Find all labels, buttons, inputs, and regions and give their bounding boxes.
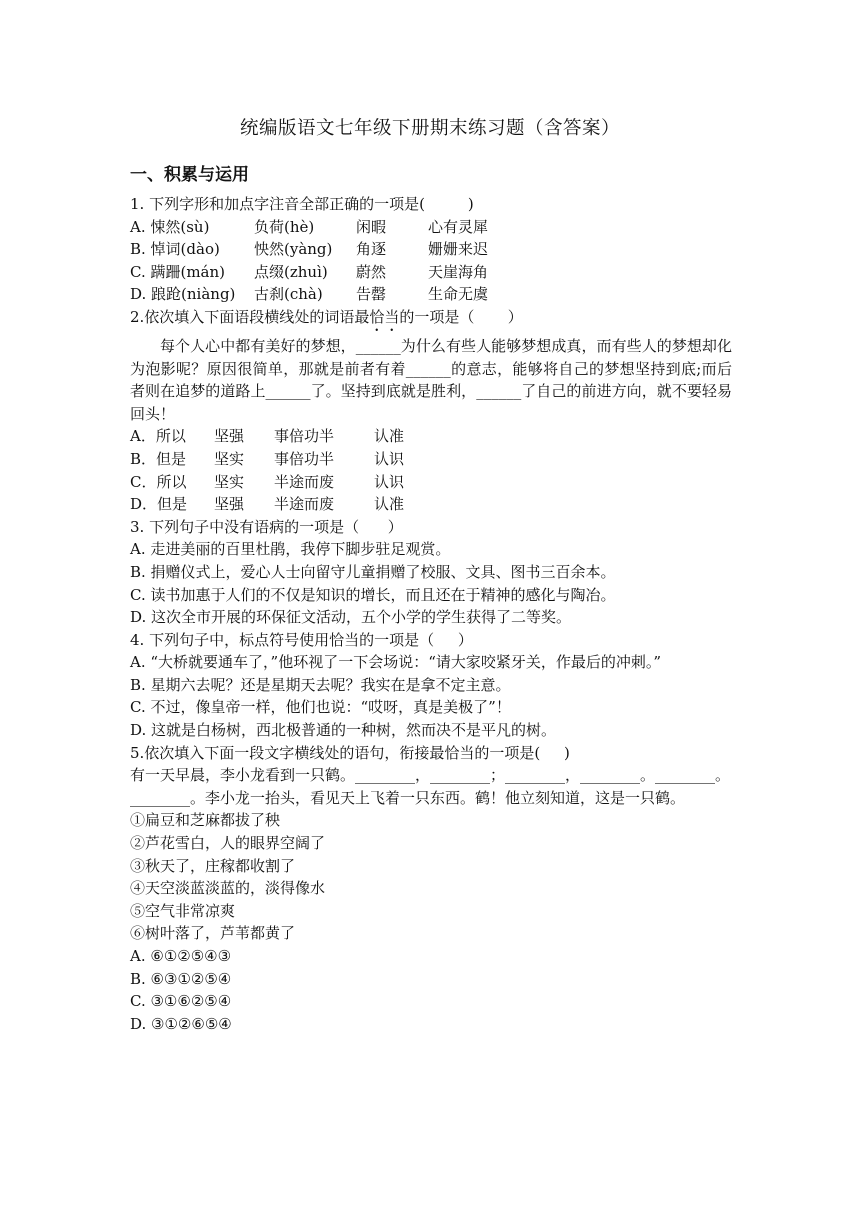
question-3-option-b: B. 捐赠仪式上，爱心人士向留守儿童捐赠了校服、文具、图书三百余本。 [130, 562, 616, 581]
option-cell: 闲暇 [356, 217, 387, 236]
question-3-option-a: A. 走进美丽的百里杜鹃，我停下脚步驻足观赏。 [130, 540, 451, 559]
question-3-option-d: D. 这次全市开展的环保征文活动，五个小学的学生获得了二等奖。 [130, 608, 572, 627]
option-cell: 半途而废 [274, 472, 335, 491]
sentence-4: ④天空淡蓝淡蓝的，淡得像水 [130, 879, 326, 898]
option-cell: 怏然(yàng) [254, 240, 333, 259]
question-1-option-c [130, 261, 732, 284]
question-5-option-d: D. ③①②⑥⑤④ [130, 1014, 232, 1033]
question-1-option-b [130, 238, 732, 261]
option-cell: 心有灵犀 [428, 217, 489, 236]
document-title: 统编版语文七年级下册期末练习题（含答案） [239, 118, 620, 139]
option-cell: 事倍功半 [274, 449, 335, 468]
option-cell: 点缀(zhuì) [254, 262, 328, 281]
option-cell: D．但是 [130, 495, 188, 514]
option-cell: 坚强 [214, 427, 245, 446]
option-cell: 坚强 [214, 495, 245, 514]
question-5-stem: 5.依次填入下面一段文字横线处的语句，衔接最恰当的一项是( ) [130, 743, 570, 762]
option-cell: A. 悚然(sù) [130, 217, 210, 236]
sentence-3: ③秋天了，庄稼都收割了 [130, 856, 296, 875]
question-2-option-d [130, 493, 732, 516]
option-cell: C．所以 [130, 472, 187, 491]
option-cell: 天崖海角 [428, 262, 489, 281]
option-cell: 半途而废 [274, 495, 335, 514]
question-1-stem: 1. 下列字形和加点字注音全部正确的一项是( ) [130, 195, 474, 213]
option-cell: 蔚然 [356, 262, 387, 281]
question-3-option-c: C. 读书加惠于人们的不仅是知识的增长，而且还在于精神的感化与陶冶。 [130, 585, 616, 604]
question-4-option-a: A. “大桥就要通车了，”他环视了一下会场说：“请大家咬紧牙关，作最后的冲刺。” [130, 653, 662, 672]
option-cell: 古刹(chà) [254, 285, 323, 304]
question-5-option-c: C. ③①⑥②⑤④ [130, 992, 232, 1011]
question-2-passage: 每个人心中都有美好的梦想，______为什么有些人能够梦想成真，而有些人的梦想却化为泡影呢？原因很简单，那就是前者有着______的意志，能够将自己的梦想坚持到底;而后者则在追梦的道路上______了。坚持到底就是胜利，______了自己的前进方向，就不要轻易回头！ [130, 336, 732, 423]
question-4-option-d: D. 这就是白杨树，西北极普通的一种树，然而决不是平凡的树。 [130, 721, 557, 740]
question-2-option-a [130, 425, 732, 448]
section-heading: 一、积累与运用 [130, 165, 249, 185]
option-cell: 告罄 [356, 285, 387, 304]
option-cell: D. 踉跄(niàng) [130, 285, 236, 304]
option-cell: 生命无虞 [428, 285, 489, 304]
option-cell: B．但是 [130, 449, 187, 468]
question-4-option-b: B. 星期六去呢？还是星期天去呢？我实在是拿不定主意。 [130, 675, 511, 694]
question-5-option-a: A. ⑥①②⑤④③ [130, 947, 232, 965]
question-content [130, 193, 732, 1035]
option-cell: 负荷(hè) [254, 217, 315, 236]
option-cell: 认准 [374, 427, 405, 446]
dotted-text: 恰当 [369, 307, 400, 326]
option-cell: A．所以 [130, 427, 186, 446]
question-4-stem: 4. 下列句子中，标点符号使用恰当的一项是（ ） [130, 630, 473, 649]
stem-text: 2.依次填入下面语段横线处的词语最 [130, 307, 370, 326]
option-cell: 认识 [374, 472, 405, 491]
question-2-option-c [130, 471, 732, 494]
question-3-stem: 3. 下列句子中没有语病的一项是（ ） [130, 517, 403, 536]
question-2-stem [130, 306, 732, 335]
sentence-1: ①扁豆和芝麻都拔了秧 [130, 811, 281, 830]
stem-text: 的一项是（ ） [399, 307, 523, 326]
option-cell: 坚实 [214, 472, 245, 491]
question-2-option-b [130, 448, 732, 471]
question-1-option-a [130, 216, 732, 239]
sentence-6: ⑥树叶落了，芦苇都黄了 [130, 924, 296, 943]
question-4-option-c: C. 不过，像皇帝一样，他们也说：“哎呀，真是美极了”！ [130, 698, 511, 717]
option-cell: 姗姗来迟 [428, 240, 489, 259]
option-cell: 认准 [374, 495, 405, 514]
option-cell: 事倍功半 [274, 427, 335, 446]
sentence-5: ⑤空气非常凉爽 [130, 901, 236, 920]
question-5-passage: 有一天早晨，李小龙看到一只鹤。________，________；________，________。________。________。李小龙一抬头，看见天上飞着一只东西。鹤！他立刻知道，这是一只鹤。 [130, 766, 731, 807]
sentence-2: ②芦花雪白，人的眼界空阔了 [130, 834, 326, 853]
option-cell: 认识 [374, 449, 405, 468]
option-cell: C. 蹒跚(mán) [130, 262, 226, 281]
question-1-option-d [130, 283, 732, 306]
option-cell: 坚实 [214, 449, 245, 468]
option-cell: 角逐 [356, 240, 387, 259]
option-cell: B. 悼词(dào) [130, 240, 220, 259]
question-5-option-b: B. ⑥③①②⑤④ [130, 969, 232, 988]
